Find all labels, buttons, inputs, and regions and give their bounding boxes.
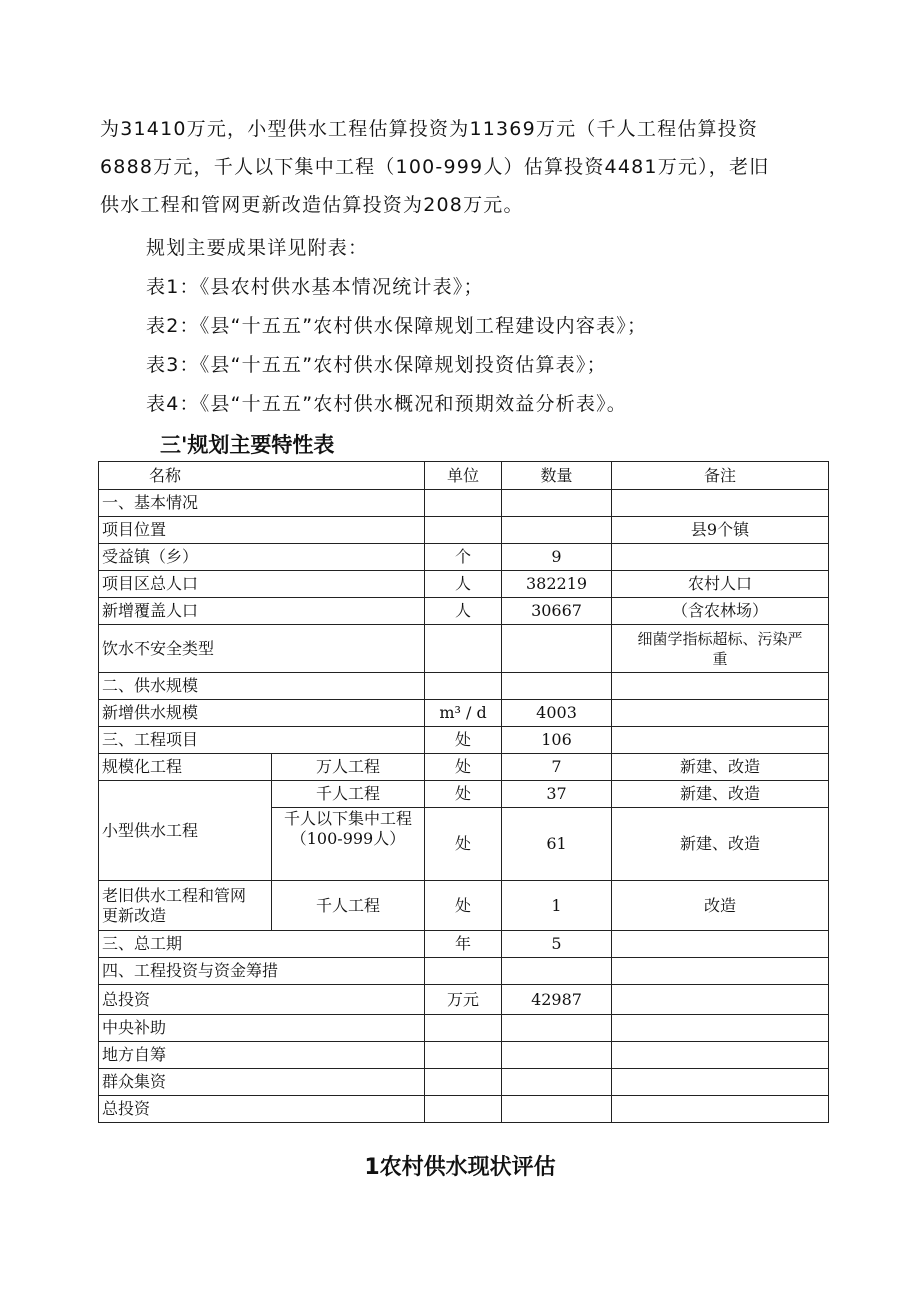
- row-name: 群众集资: [99, 1069, 425, 1096]
- row-note: [612, 625, 829, 673]
- row-qty: 42987: [502, 985, 612, 1015]
- note-line: 重: [712, 649, 728, 668]
- spec-table: [98, 461, 829, 1123]
- table-header-row: [99, 462, 829, 490]
- chapter-title: 1农村供水现状评估: [364, 1155, 556, 1180]
- row-qty: 4003: [502, 700, 612, 727]
- row-unit: [425, 958, 502, 985]
- row-unit: [425, 1096, 502, 1123]
- table-row: [99, 781, 829, 808]
- row-name: 总投资: [99, 985, 425, 1015]
- row-name: 新增供水规模: [99, 700, 425, 727]
- row-name: [99, 881, 272, 931]
- row-unit: 个: [425, 544, 502, 571]
- table-row: [99, 598, 829, 625]
- row-unit: [425, 517, 502, 544]
- row-note: 新建、改造: [612, 754, 829, 781]
- table-row: [99, 727, 829, 754]
- row-unit: [425, 490, 502, 517]
- row-unit: 人: [425, 598, 502, 625]
- table-row: [99, 1069, 829, 1096]
- name-line: 老旧供水工程和管网: [102, 885, 247, 905]
- row-note: 县9个镇: [612, 517, 829, 544]
- row-qty: [502, 673, 612, 700]
- row-unit: [425, 1042, 502, 1069]
- row-note: 改造: [612, 881, 829, 931]
- row-name: 二、供水规模: [99, 673, 425, 700]
- row-qty: [502, 517, 612, 544]
- table-row: [99, 985, 829, 1015]
- table-row: [99, 1042, 829, 1069]
- row-unit: 人: [425, 571, 502, 598]
- row-name: 饮水不安全类型: [99, 625, 425, 673]
- table-row: [99, 571, 829, 598]
- table-row: [99, 1015, 829, 1042]
- row-note: 新建、改造: [612, 781, 829, 808]
- row-name: 新增覆盖人口: [99, 598, 425, 625]
- row-name: 三、工程项目: [99, 727, 425, 754]
- appendix-item: 表1：《县农村供水基本情况统计表》；: [146, 276, 484, 298]
- row-note: [612, 1069, 829, 1096]
- appendix-item: 表4：《县“十五五”农村供水概况和预期效益分析表》。: [146, 393, 627, 415]
- table-row: [99, 754, 829, 781]
- row-qty: 382219: [502, 571, 612, 598]
- row-note: [612, 700, 829, 727]
- table-row: [99, 931, 829, 958]
- row-qty: 7: [502, 754, 612, 781]
- row-note: （含农林场）: [612, 598, 829, 625]
- row-sub: 千人工程: [272, 881, 425, 931]
- intro-line: 供水工程和管网更新改造估算投资为208万元。: [100, 194, 524, 216]
- row-qty: 9: [502, 544, 612, 571]
- row-sub: [272, 808, 425, 881]
- row-note: [612, 727, 829, 754]
- row-name: 中央补助: [99, 1015, 425, 1042]
- row-sub: 千人工程: [272, 781, 425, 808]
- row-unit: [425, 625, 502, 673]
- row-qty: 1: [502, 881, 612, 931]
- row-unit: 年: [425, 931, 502, 958]
- appendix-item: 表3：《县“十五五”农村供水保障规划投资估算表》；: [146, 354, 607, 376]
- row-qty: 61: [502, 808, 612, 881]
- row-note: [612, 544, 829, 571]
- row-name: 项目区总人口: [99, 571, 425, 598]
- row-name: 地方自筹: [99, 1042, 425, 1069]
- row-qty: [502, 625, 612, 673]
- appendix-lead: 规划主要成果详见附表：: [146, 237, 369, 259]
- table-row: [99, 700, 829, 727]
- row-name: 总投资: [99, 1096, 425, 1123]
- header-qty: 数量: [502, 462, 612, 490]
- header-unit: 单位: [425, 462, 502, 490]
- row-name: 四、工程投资与资金筹措: [99, 958, 425, 985]
- intro-line: 6888万元，千人以下集中工程（100-999人）估算投资4481万元），老旧: [100, 156, 770, 178]
- row-note: [612, 490, 829, 517]
- row-note: [612, 1015, 829, 1042]
- table-row: [99, 490, 829, 517]
- row-unit: 处: [425, 781, 502, 808]
- row-unit: 处: [425, 881, 502, 931]
- row-unit: 万元: [425, 985, 502, 1015]
- row-qty: [502, 1069, 612, 1096]
- row-name: 三、总工期: [99, 931, 425, 958]
- row-note: [612, 931, 829, 958]
- row-note: [612, 985, 829, 1015]
- row-qty: [502, 1042, 612, 1069]
- sub-line: 千人以下集中工程: [284, 809, 413, 828]
- row-qty: 30667: [502, 598, 612, 625]
- row-note: [612, 1042, 829, 1069]
- row-unit: [425, 1015, 502, 1042]
- row-qty: 5: [502, 931, 612, 958]
- intro-paragraph: [100, 110, 830, 224]
- row-unit: 处: [425, 808, 502, 881]
- sub-line: （100-999人）: [290, 829, 406, 848]
- table-row: [99, 544, 829, 571]
- table-row: [99, 958, 829, 985]
- row-unit: [425, 1069, 502, 1096]
- row-unit: 处: [425, 727, 502, 754]
- row-sub: 万人工程: [272, 754, 425, 781]
- row-name: 规模化工程: [99, 754, 272, 781]
- row-qty: [502, 490, 612, 517]
- row-name: 项目位置: [99, 517, 425, 544]
- row-note: 新建、改造: [612, 808, 829, 881]
- row-qty: [502, 958, 612, 985]
- row-note: [612, 673, 829, 700]
- row-unit: 处: [425, 754, 502, 781]
- row-unit: [425, 673, 502, 700]
- table-row: [99, 673, 829, 700]
- section-title: 三'规划主要特性表: [160, 433, 335, 457]
- table-row: [99, 517, 829, 544]
- name-line: 更新改造: [102, 905, 167, 925]
- row-qty: [502, 1096, 612, 1123]
- note-line: 细菌学指标超标、污染严: [637, 629, 803, 648]
- table-row: [99, 625, 829, 673]
- row-qty: 37: [502, 781, 612, 808]
- table-row: [99, 1096, 829, 1123]
- row-qty: 106: [502, 727, 612, 754]
- row-unit: m³ / d: [425, 700, 502, 727]
- row-qty: [502, 1015, 612, 1042]
- header-name: 名称: [99, 462, 425, 490]
- row-note: [612, 1096, 829, 1123]
- row-name: 小型供水工程: [99, 781, 272, 881]
- row-note: 农村人口: [612, 571, 829, 598]
- row-name: 一、基本情况: [99, 490, 425, 517]
- row-note: [612, 958, 829, 985]
- row-name: 受益镇（乡）: [99, 544, 425, 571]
- appendix-item: 表2：《县“十五五”农村供水保障规划工程建设内容表》；: [146, 315, 648, 337]
- intro-line: 为31410万元，小型供水工程估算投资为11369万元（千人工程估算投资: [100, 118, 759, 140]
- table-row: [99, 881, 829, 931]
- header-note: 备注: [612, 462, 829, 490]
